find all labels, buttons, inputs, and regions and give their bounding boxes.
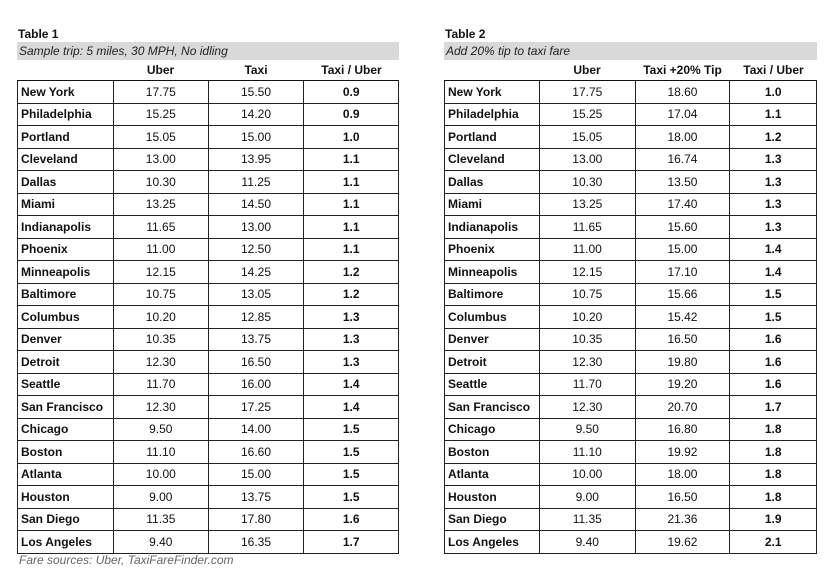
ratio-cell: 1.4 (730, 238, 817, 261)
city-cell: Denver (445, 328, 540, 351)
taxi-cell: 21.36 (635, 508, 730, 531)
ratio-cell: 1.7 (730, 396, 817, 419)
table-row (445, 283, 817, 306)
city-cell: Philadelphia (18, 103, 114, 126)
taxi-cell: 13.05 (208, 283, 304, 306)
taxi-cell: 19.80 (635, 351, 730, 374)
table-row (445, 103, 817, 126)
taxi-cell: 17.04 (635, 103, 730, 126)
uber-cell: 15.05 (539, 126, 635, 149)
table-1-header-taxi: Taxi (244, 63, 268, 77)
uber-cell: 11.35 (539, 508, 635, 531)
taxi-cell: 12.85 (208, 306, 304, 329)
taxi-cell: 16.35 (208, 531, 304, 554)
table-1-header-spacer (17, 60, 113, 80)
city-cell: Denver (18, 328, 114, 351)
taxi-cell: 17.80 (208, 508, 304, 531)
uber-cell: 10.30 (539, 171, 635, 194)
city-cell: Los Angeles (18, 531, 114, 554)
table-2-title: Table 2 (445, 27, 486, 41)
table-row (18, 441, 399, 464)
ratio-cell: 1.5 (304, 441, 399, 464)
table-row (18, 351, 399, 374)
ratio-cell: 1.3 (304, 306, 399, 329)
table-1-header-ratio: Taxi / Uber (321, 63, 382, 77)
ratio-cell: 1.6 (730, 373, 817, 396)
table-row (18, 486, 399, 509)
table-2-subtitle: Add 20% tip to taxi fare (444, 42, 817, 60)
ratio-cell: 1.3 (304, 328, 399, 351)
table-1-grid (17, 80, 399, 554)
uber-cell: 17.75 (113, 81, 208, 104)
taxi-cell: 15.60 (635, 216, 730, 239)
taxi-cell: 19.92 (635, 441, 730, 464)
taxi-cell: 18.00 (635, 126, 730, 149)
city-cell: Chicago (18, 418, 114, 441)
ratio-cell: 1.1 (730, 103, 817, 126)
city-cell: Houston (445, 486, 540, 509)
taxi-cell: 13.95 (208, 148, 304, 171)
city-cell: Miami (445, 193, 540, 216)
ratio-cell: 1.3 (304, 351, 399, 374)
table-row (18, 193, 399, 216)
city-cell: Los Angeles (445, 531, 540, 554)
uber-cell: 10.75 (539, 283, 635, 306)
uber-cell: 10.00 (539, 463, 635, 486)
table-row (18, 81, 399, 104)
ratio-cell: 1.5 (730, 283, 817, 306)
table-row (445, 463, 817, 486)
uber-cell: 13.25 (539, 193, 635, 216)
table-row (445, 531, 817, 554)
table-row (445, 126, 817, 149)
table-row (445, 148, 817, 171)
taxi-cell: 19.20 (635, 373, 730, 396)
table-row (445, 238, 817, 261)
taxi-cell: 13.75 (208, 486, 304, 509)
city-cell: Seattle (18, 373, 114, 396)
table-2-grid (444, 80, 817, 554)
city-cell: Detroit (445, 351, 540, 374)
ratio-cell: 1.2 (730, 126, 817, 149)
ratio-cell: 1.6 (730, 328, 817, 351)
taxi-cell: 13.50 (635, 171, 730, 194)
city-cell: Portland (18, 126, 114, 149)
ratio-cell: 1.1 (304, 216, 399, 239)
table-row (445, 373, 817, 396)
ratio-cell: 1.5 (730, 306, 817, 329)
uber-cell: 10.35 (539, 328, 635, 351)
table-1-subtitle: Sample trip: 5 miles, 30 MPH, No idling (17, 42, 399, 60)
ratio-cell: 1.8 (730, 418, 817, 441)
ratio-cell: 1.8 (730, 463, 817, 486)
uber-cell: 11.10 (539, 441, 635, 464)
ratio-cell: 1.5 (304, 463, 399, 486)
taxi-cell: 16.50 (635, 486, 730, 509)
table-row (445, 216, 817, 239)
taxi-cell: 19.62 (635, 531, 730, 554)
taxi-cell: 15.00 (208, 463, 304, 486)
table-row (18, 373, 399, 396)
taxi-cell: 15.66 (635, 283, 730, 306)
ratio-cell: 1.4 (304, 373, 399, 396)
table-row (445, 418, 817, 441)
uber-cell: 10.00 (113, 463, 208, 486)
ratio-cell: 0.9 (304, 81, 399, 104)
taxi-cell: 17.10 (635, 261, 730, 284)
table-row (18, 396, 399, 419)
uber-cell: 9.40 (113, 531, 208, 554)
taxi-cell: 16.00 (208, 373, 304, 396)
uber-cell: 11.00 (539, 238, 635, 261)
table-row (18, 261, 399, 284)
table-row (445, 396, 817, 419)
table-row (445, 306, 817, 329)
taxi-cell: 14.00 (208, 418, 304, 441)
city-cell: Boston (445, 441, 540, 464)
taxi-cell: 12.50 (208, 238, 304, 261)
city-cell: Columbus (445, 306, 540, 329)
ratio-cell: 1.3 (730, 193, 817, 216)
ratio-cell: 1.6 (304, 508, 399, 531)
city-cell: Atlanta (18, 463, 114, 486)
table-row (445, 193, 817, 216)
ratio-cell: 2.1 (730, 531, 817, 554)
uber-cell: 12.30 (113, 351, 208, 374)
city-cell: Indianapolis (18, 216, 114, 239)
table-row (445, 328, 817, 351)
uber-cell: 13.00 (539, 148, 635, 171)
uber-cell: 12.15 (113, 261, 208, 284)
city-cell: Columbus (18, 306, 114, 329)
table-row (445, 351, 817, 374)
uber-cell: 9.50 (113, 418, 208, 441)
city-cell: San Diego (445, 508, 540, 531)
ratio-cell: 1.8 (730, 486, 817, 509)
table-row (18, 463, 399, 486)
city-cell: New York (445, 81, 540, 104)
uber-cell: 9.00 (539, 486, 635, 509)
uber-cell: 12.30 (539, 351, 635, 374)
taxi-cell: 15.00 (208, 126, 304, 149)
city-cell: Philadelphia (445, 103, 540, 126)
ratio-cell: 1.2 (304, 283, 399, 306)
taxi-cell: 20.70 (635, 396, 730, 419)
taxi-cell: 15.00 (635, 238, 730, 261)
taxi-cell: 13.00 (208, 216, 304, 239)
ratio-cell: 1.2 (304, 261, 399, 284)
ratio-cell: 1.0 (304, 126, 399, 149)
city-cell: Houston (18, 486, 114, 509)
uber-cell: 11.65 (113, 216, 208, 239)
uber-cell: 9.50 (539, 418, 635, 441)
table-2-header-spacer (444, 60, 539, 80)
city-cell: Detroit (18, 351, 114, 374)
uber-cell: 15.25 (539, 103, 635, 126)
ratio-cell: 1.5 (304, 486, 399, 509)
taxi-cell: 15.50 (208, 81, 304, 104)
uber-cell: 15.05 (113, 126, 208, 149)
table-row (445, 81, 817, 104)
table-2-header-ratio: Taxi / Uber (743, 63, 804, 77)
taxi-cell: 15.42 (635, 306, 730, 329)
table-row (445, 441, 817, 464)
table-1-header-uber: Uber (146, 63, 175, 77)
taxi-cell: 16.74 (635, 148, 730, 171)
table-1 (17, 27, 399, 554)
city-cell: Baltimore (18, 283, 114, 306)
table-row (18, 306, 399, 329)
ratio-cell: 1.8 (730, 441, 817, 464)
uber-cell: 10.20 (539, 306, 635, 329)
city-cell: Boston (18, 441, 114, 464)
taxi-cell: 16.60 (208, 441, 304, 464)
taxi-cell: 18.00 (635, 463, 730, 486)
uber-cell: 12.15 (539, 261, 635, 284)
ratio-cell: 1.3 (730, 216, 817, 239)
ratio-cell: 1.1 (304, 148, 399, 171)
uber-cell: 13.00 (113, 148, 208, 171)
table-row (18, 103, 399, 126)
city-cell: New York (18, 81, 114, 104)
table-row (18, 283, 399, 306)
ratio-cell: 1.6 (730, 351, 817, 374)
city-cell: Minneapolis (18, 261, 114, 284)
city-cell: Minneapolis (445, 261, 540, 284)
table-row (445, 261, 817, 284)
city-cell: Dallas (18, 171, 114, 194)
ratio-cell: 1.0 (730, 81, 817, 104)
table-1-header (17, 60, 399, 80)
table-row (18, 148, 399, 171)
uber-cell: 12.30 (113, 396, 208, 419)
ratio-cell: 1.7 (304, 531, 399, 554)
table-row (18, 328, 399, 351)
ratio-cell: 1.5 (304, 418, 399, 441)
uber-cell: 13.25 (113, 193, 208, 216)
table-row (18, 238, 399, 261)
uber-cell: 10.30 (113, 171, 208, 194)
city-cell: Indianapolis (445, 216, 540, 239)
table-row (445, 171, 817, 194)
city-cell: San Francisco (445, 396, 540, 419)
footnote: Fare sources: Uber, TaxiFareFinder.com (19, 553, 234, 567)
taxi-cell: 17.25 (208, 396, 304, 419)
ratio-cell: 1.4 (304, 396, 399, 419)
taxi-cell: 14.25 (208, 261, 304, 284)
ratio-cell: 0.9 (304, 103, 399, 126)
table-row (18, 531, 399, 554)
uber-cell: 17.75 (539, 81, 635, 104)
uber-cell: 11.65 (539, 216, 635, 239)
city-cell: Chicago (445, 418, 540, 441)
uber-cell: 9.00 (113, 486, 208, 509)
table-row (18, 216, 399, 239)
taxi-cell: 17.40 (635, 193, 730, 216)
uber-cell: 10.20 (113, 306, 208, 329)
table-2-header-uber: Uber (573, 63, 601, 77)
city-cell: Dallas (445, 171, 540, 194)
table-2-header (444, 60, 817, 80)
taxi-cell: 14.20 (208, 103, 304, 126)
ratio-cell: 1.1 (304, 193, 399, 216)
table-row (18, 508, 399, 531)
uber-cell: 10.35 (113, 328, 208, 351)
uber-cell: 11.00 (113, 238, 208, 261)
table-row (445, 508, 817, 531)
ratio-cell: 1.1 (304, 238, 399, 261)
table-row (445, 486, 817, 509)
city-cell: Portland (445, 126, 540, 149)
table-2 (444, 27, 817, 554)
table-row (18, 418, 399, 441)
taxi-cell: 16.80 (635, 418, 730, 441)
uber-cell: 15.25 (113, 103, 208, 126)
ratio-cell: 1.1 (304, 171, 399, 194)
taxi-cell: 14.50 (208, 193, 304, 216)
taxi-cell: 11.25 (208, 171, 304, 194)
city-cell: Cleveland (18, 148, 114, 171)
uber-cell: 11.70 (113, 373, 208, 396)
uber-cell: 11.10 (113, 441, 208, 464)
table-row (18, 126, 399, 149)
ratio-cell: 1.3 (730, 148, 817, 171)
city-cell: Miami (18, 193, 114, 216)
uber-cell: 9.40 (539, 531, 635, 554)
table-2-header-taxi-tip: Taxi +20% Tip (643, 63, 722, 77)
city-cell: Baltimore (445, 283, 540, 306)
city-cell: Cleveland (445, 148, 540, 171)
uber-cell: 11.70 (539, 373, 635, 396)
city-cell: Atlanta (445, 463, 540, 486)
ratio-cell: 1.4 (730, 261, 817, 284)
taxi-cell: 18.60 (635, 81, 730, 104)
taxi-cell: 16.50 (208, 351, 304, 374)
uber-cell: 10.75 (113, 283, 208, 306)
taxi-cell: 13.75 (208, 328, 304, 351)
ratio-cell: 1.9 (730, 508, 817, 531)
city-cell: Seattle (445, 373, 540, 396)
city-cell: San Diego (18, 508, 114, 531)
table-row (18, 171, 399, 194)
taxi-cell: 16.50 (635, 328, 730, 351)
uber-cell: 12.30 (539, 396, 635, 419)
ratio-cell: 1.3 (730, 171, 817, 194)
city-cell: San Francisco (18, 396, 114, 419)
city-cell: Phoenix (18, 238, 114, 261)
city-cell: Phoenix (445, 238, 540, 261)
table-1-title: Table 1 (18, 27, 59, 41)
uber-cell: 11.35 (113, 508, 208, 531)
